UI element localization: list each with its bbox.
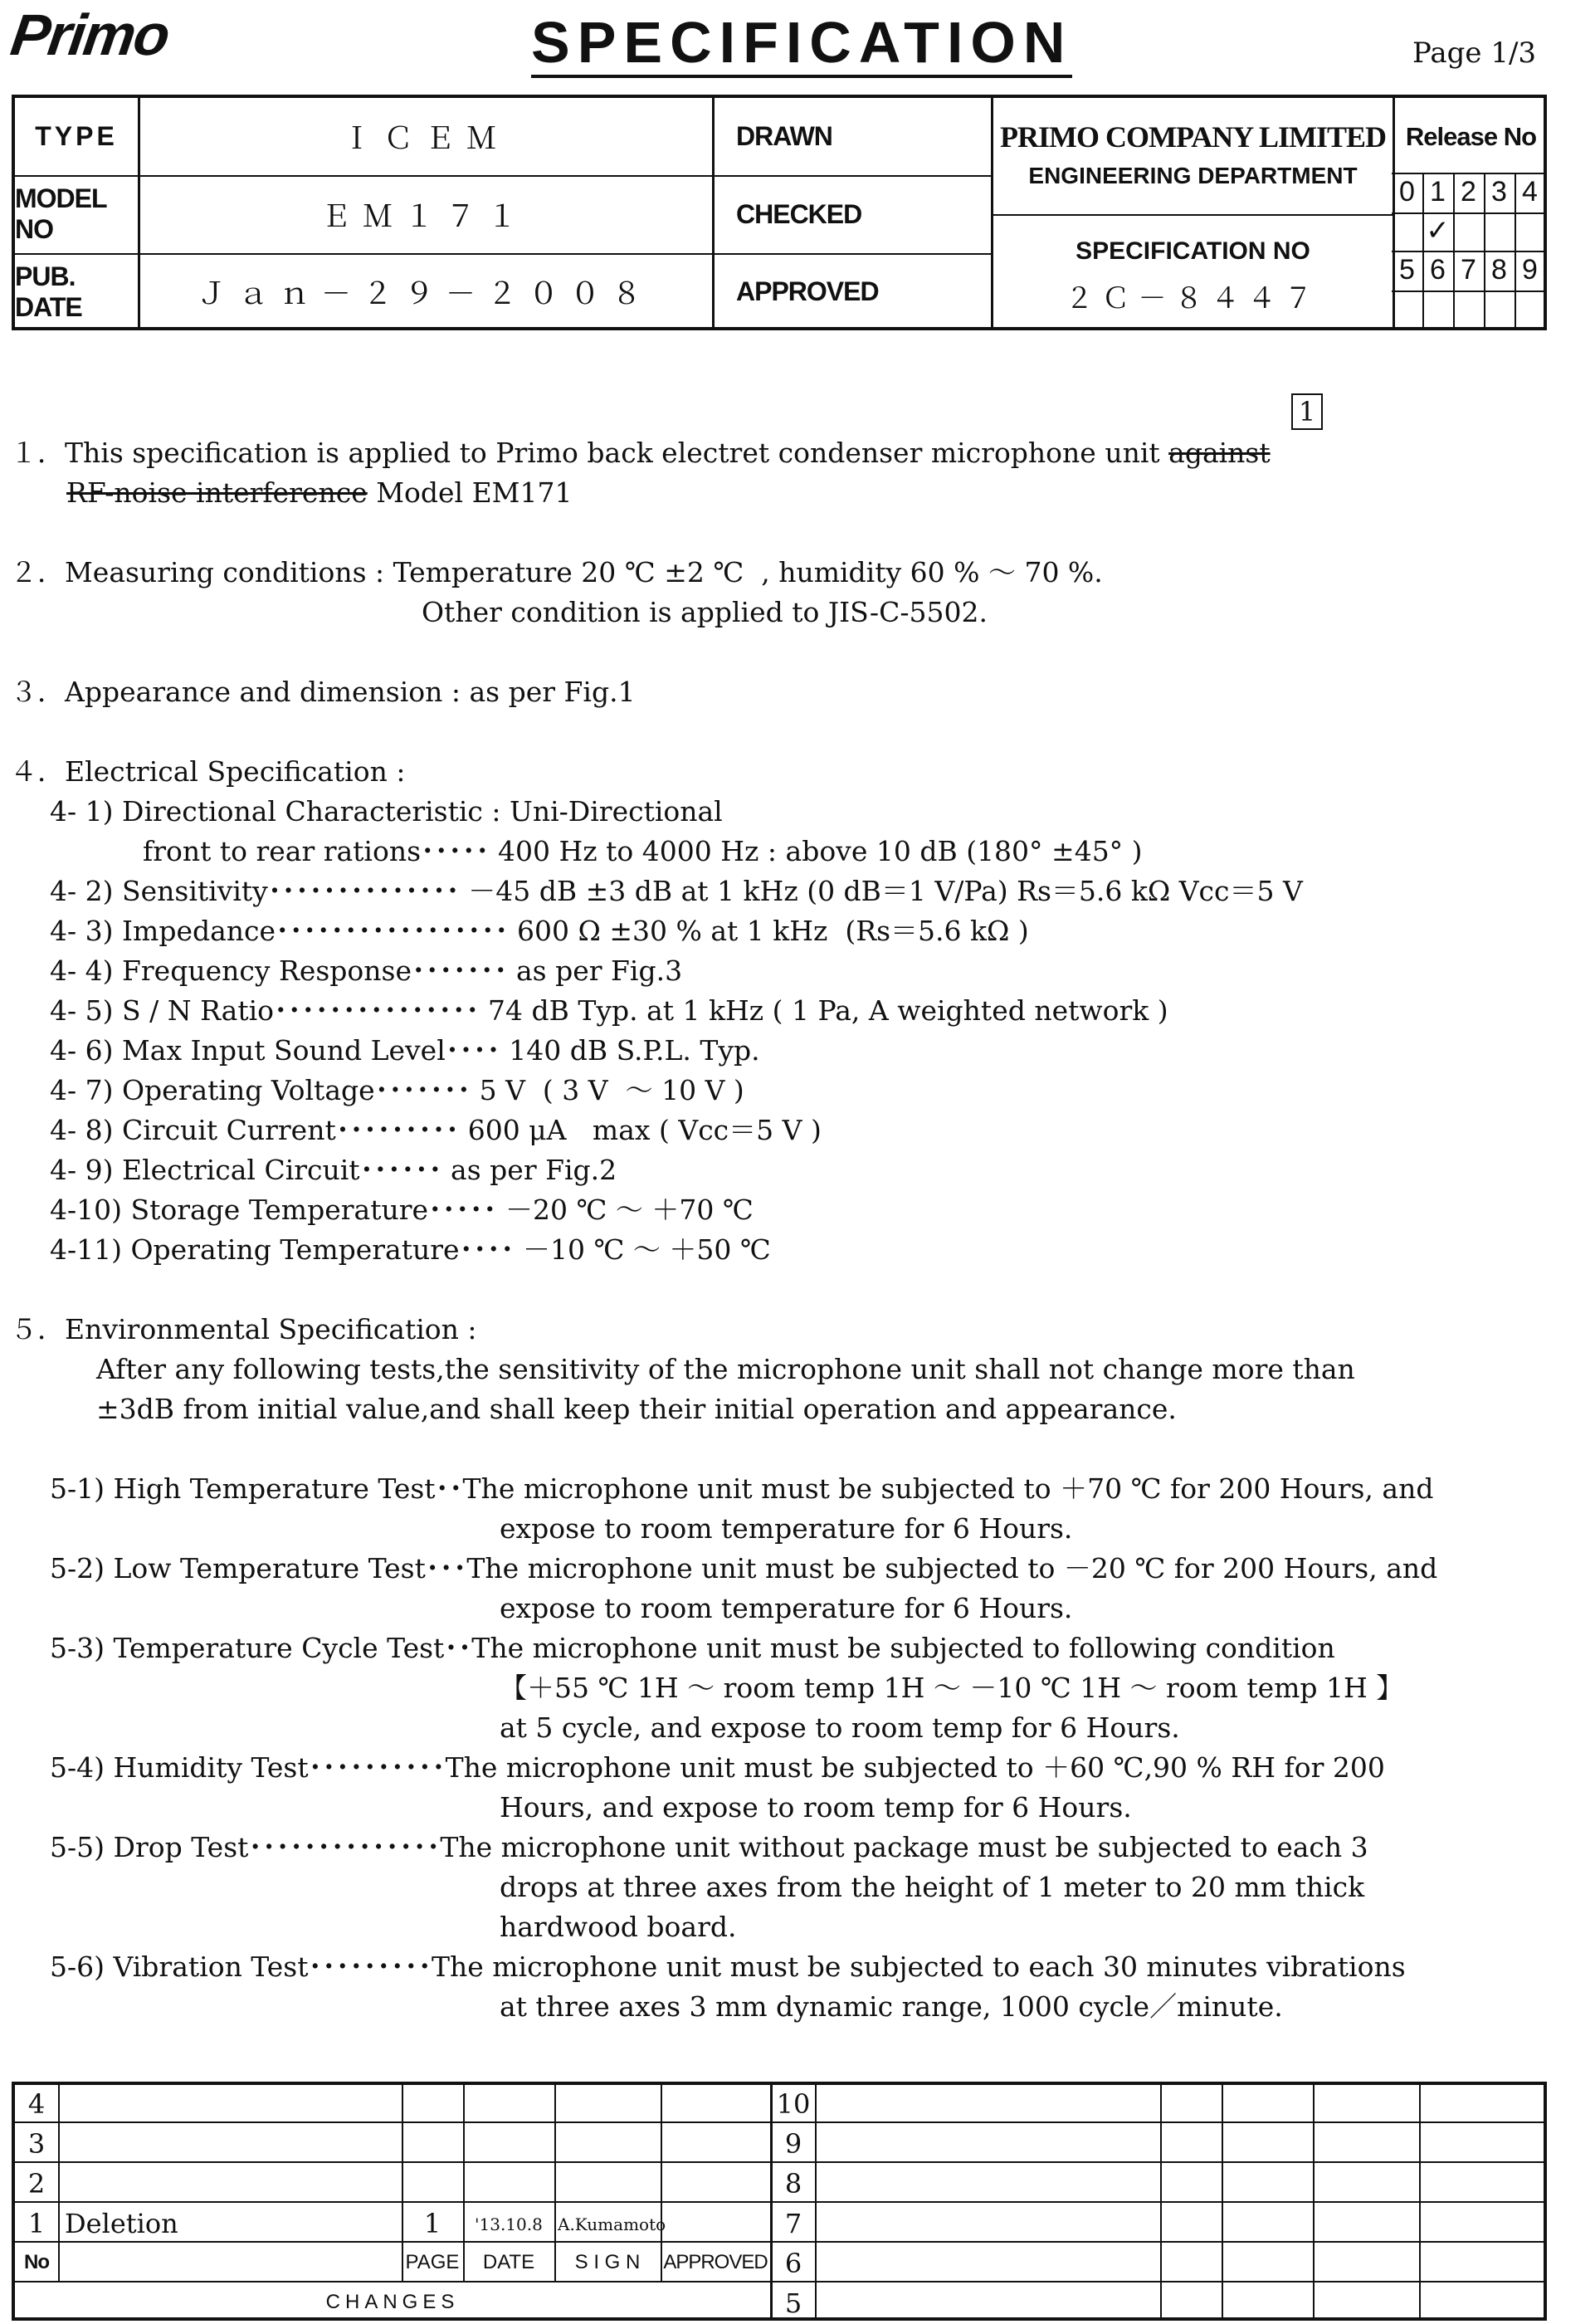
department-name: ENGINEERING DEPARTMENT: [1028, 163, 1358, 188]
test-5-4b: Hours, and expose to room temp for 6 Hours.: [500, 1791, 1132, 1824]
release-4: 4: [1522, 176, 1538, 208]
change-row-7: 7: [784, 2208, 802, 2239]
spec-4-6: 4- 6) Max Input Sound Level････ 140 dB S.P.L. Typ.: [50, 1034, 760, 1067]
drawn-label: DRAWN: [736, 121, 832, 151]
deleted-text-1: against: [1168, 437, 1271, 469]
spec-no-value: ２Ｃ－８４４７: [1065, 282, 1321, 315]
section-1-model: Model EM171: [367, 476, 573, 509]
test-5-6b: at three axes 3 mm dynamic range, 1000 cycle／minute.: [500, 1990, 1283, 2023]
test-5-3b: 【＋55 ℃ 1H ～ room temp 1H ～ －10 ℃ 1H ～ room temp 1H 】: [500, 1672, 1404, 1704]
change-sign: A.Kumamoto: [558, 2214, 666, 2234]
col-page: PAGE: [405, 2251, 460, 2273]
section-5-intro-2: ±3dB from initial value,and shall keep their initial operation and appearance.: [96, 1393, 1177, 1425]
change-row-6: 6: [784, 2248, 802, 2279]
col-date: DATE: [482, 2251, 535, 2273]
page-number: Page 1/3: [1412, 37, 1537, 70]
spec-4-1a: 4- 1) Directional Characteristic : Uni-Directional: [50, 795, 723, 828]
change-row-5: 5: [784, 2287, 802, 2319]
change-row-10: 10: [776, 2088, 811, 2120]
test-5-1b: expose to room temperature for 6 Hours.: [500, 1512, 1073, 1545]
spec-no-label: SPECIFICATION NO: [1076, 237, 1310, 265]
company-name: PRIMO COMPANY LIMITED: [1000, 120, 1386, 154]
release-6: 6: [1430, 254, 1446, 286]
test-5-4a: 5-4) Humidity Test･･････････The microphone unit must be subjected to ＋60 ℃,90 % RH for 200: [50, 1751, 1385, 1784]
revision-mark: 1: [1291, 393, 1323, 430]
release-5: 5: [1399, 254, 1415, 286]
section-2-line-1: ２．Measuring conditions : Temperature 20 ℃ ±2 ℃ , humidity 60 % ～ 70 %.: [10, 556, 1103, 588]
test-5-2b: expose to room temperature for 6 Hours.: [500, 1592, 1073, 1624]
spec-4-4: 4- 4) Frequency Response･･･････ as per Fig.3: [50, 954, 683, 987]
test-5-5c: hardwood board.: [500, 1911, 737, 1943]
header-table: [12, 95, 1547, 330]
col-approved: APPROVED: [663, 2251, 768, 2273]
spec-4-9: 4- 9) Electrical Circuit･･････ as per Fig.2: [50, 1154, 617, 1186]
spec-4-8: 4- 8) Circuit Current･････････ 600 μA max ( Vcc＝5 V ): [50, 1114, 822, 1146]
spec-4-11: 4-11) Operating Temperature････ －10 ℃ ～ ＋50 ℃: [50, 1233, 771, 1266]
change-page: 1: [423, 2208, 441, 2239]
section-5-intro-1: After any following tests,the sensitivity of the microphone unit shall not change more than: [96, 1353, 1355, 1385]
test-5-3a: 5-3) Temperature Cycle Test･･The microphone unit must be subjected to following condition: [50, 1632, 1335, 1664]
test-5-5a: 5-5) Drop Test･･････････････The microphone unit without package must be subjected to each 3: [50, 1831, 1368, 1863]
release-3: 3: [1491, 176, 1507, 208]
release-0: 0: [1399, 176, 1415, 208]
type-label: TYPE: [35, 121, 118, 151]
checked-label: CHECKED: [736, 198, 862, 229]
section-3: ３．Appearance and dimension : as per Fig.1: [10, 676, 636, 708]
spec-4-7: 4- 7) Operating Voltage･･･････ 5 V ( 3 V ～ 10 V ): [50, 1074, 744, 1106]
change-row-1: 1: [27, 2208, 46, 2239]
primo-logo: Primo: [7, 2, 173, 67]
spec-4-3: 4- 3) Impedance･････････････････ 600 Ω ±30 % at 1 kHz (Rs＝5.6 kΩ ): [50, 915, 1029, 947]
change-row-2: 2: [27, 2168, 46, 2200]
deleted-text-2: RF-noise interference: [66, 476, 368, 509]
section-2-line-2: Other condition is applied to JIS-C-5502.: [422, 596, 988, 628]
release-8: 8: [1491, 254, 1507, 286]
section-5-heading: ５．Environmental Specification :: [10, 1313, 477, 1345]
release-label: Release No: [1405, 122, 1537, 151]
page-title: SPECIFICATION: [531, 10, 1072, 78]
approved-label: APPROVED: [736, 276, 879, 306]
spec-4-5: 4- 5) S / N Ratio･･･････････････ 74 dB Typ. at 1 kHz ( 1 Pa, A weighted network ): [50, 994, 1168, 1027]
type-value: ＩＣＥＭ: [341, 122, 508, 156]
model-label: MODEL NO: [15, 183, 106, 244]
section-1-line-2: [66, 476, 572, 510]
test-5-6a: 5-6) Vibration Test･････････The microphone unit must be subjected to each 30 minutes vibrations: [50, 1950, 1406, 1983]
change-row-8: 8: [784, 2168, 802, 2200]
changes-table: [12, 2082, 1547, 2321]
pub-date-value: Ｊａｎ－２９－２００８: [196, 277, 653, 311]
change-row-3: 3: [27, 2128, 46, 2160]
pub-date-label: PUB. DATE: [15, 261, 82, 322]
spec-4-2: 4- 2) Sensitivity･･････････････ －45 dB ±3 dB at 1 kHz (0 dB＝1 V/Pa) Rs＝5.6 kΩ Vcc＝5 V: [50, 875, 1303, 907]
test-5-1a: 5-1) High Temperature Test･･The microphone unit must be subjected to ＋70 ℃ for 200 Hours, and: [50, 1472, 1434, 1505]
test-5-2a: 5-2) Low Temperature Test･･･The microphone unit must be subjected to －20 ℃ for 200 Hours, and: [50, 1552, 1438, 1584]
release-grid: [1392, 173, 1547, 330]
section-1-text: １．This specification is applied to Primo back electret condenser microphone unit: [10, 437, 1169, 469]
release-7: 7: [1461, 254, 1476, 286]
spec-4-10: 4-10) Storage Temperature･････ －20 ℃ ～ ＋70 ℃: [50, 1194, 754, 1226]
change-date: '13.10.8: [475, 2214, 543, 2234]
spec-4-1b: front to rear rations･････ 400 Hz to 4000 Hz : above 10 dB (180° ±45° ): [143, 835, 1143, 867]
changes-footer: CHANGES: [325, 2291, 460, 2313]
section-4-heading: ４．Electrical Specification :: [10, 755, 406, 788]
change-row-9: 9: [784, 2128, 802, 2160]
release-2: 2: [1461, 176, 1476, 208]
col-sign: S I G N: [574, 2251, 641, 2273]
test-5-3c: at 5 cycle, and expose to room temp for 6 Hours.: [500, 1711, 1180, 1744]
col-no: No: [24, 2251, 49, 2273]
test-5-5b: drops at three axes from the height of 1 meter to 20 mm thick: [500, 1871, 1365, 1903]
change-description: Deletion: [65, 2208, 178, 2239]
release-1: 1: [1430, 176, 1446, 208]
release-9: 9: [1522, 254, 1538, 286]
release-check-icon: ✓: [1426, 214, 1450, 247]
section-1-line-1: [10, 437, 1271, 470]
model-value: ＥＭ１７１: [320, 199, 529, 234]
change-row-4: 4: [27, 2088, 46, 2120]
